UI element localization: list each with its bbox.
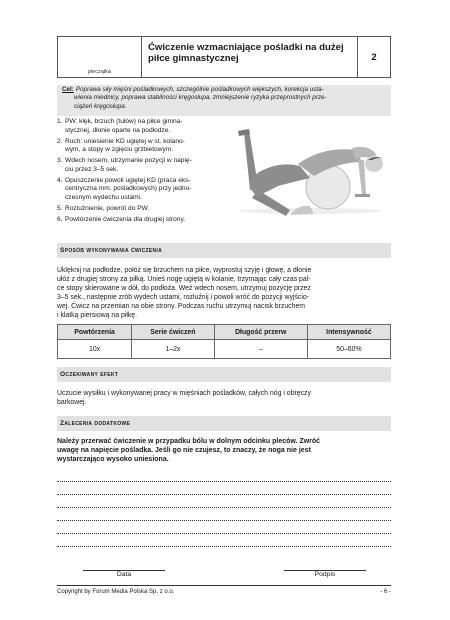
list-item: 4. Opuszczenie powoli ugiętej KD (praca eks- centryczna mm. pośladkowych) przy jedno- czesnym wydechu ustami. (57, 176, 192, 201)
list-item: 1. PW: klęk, brzuch (tułów) na piłce gimna- stycznej, dłonie oparte na podłodze. (57, 118, 183, 134)
cell-series: 1–2x (132, 340, 214, 359)
goal-box (57, 85, 391, 116)
list-item: 5. Rozluźnienie, powrót do PW. (57, 204, 150, 212)
exercise-number: 2 (371, 51, 377, 63)
date-label: Data (116, 571, 132, 578)
notes-line[interactable] (57, 481, 391, 482)
sign-label: Podpis (314, 571, 336, 578)
warning-paragraph: Należy przerwać ćwiczenie w przypadku bólu w dolnym odcinku pleców. Zwróć uwagę na napięcie pośladka. Jeśli go nie czujesz, to znaczy, że noga nie jest wystarczająco wysoko uniesiona. (57, 438, 321, 464)
list-item: 6. Powtórzenie ćwiczenia dla drugiej strony. (57, 215, 186, 223)
col-header-series: Serie ćwiczeń (132, 325, 214, 340)
notes-line[interactable] (57, 494, 391, 495)
goal-line-1: Poprawa siły mięśni pośladkowych, szczególnie pośladkowych większych, korekcja usta- (75, 86, 324, 93)
table-header-row (58, 325, 391, 340)
steps-list (57, 118, 225, 227)
section-recommendations-header: Zalecenia dodatkowe (57, 416, 391, 431)
table-row (58, 340, 391, 359)
parameters-table (57, 324, 391, 359)
footer-divider (57, 585, 391, 586)
header-box (57, 36, 391, 78)
notes-line[interactable] (57, 507, 391, 508)
effect-paragraph: Uczucie wysiłku i wykonywanej pracy w mięśniach pośladków, całych nóg i obręczy barkowej. (57, 390, 311, 406)
title-line-2: piłce gimnastycznej (148, 53, 239, 64)
section-method-header: Sposób wykonywania ćwiczenia (57, 243, 391, 258)
cell-breaks: – (214, 340, 307, 359)
goal-line-2: wienia miednicy, poprawa stabilności kręgosłupa, zmniejszenie ryzyka przeprostnych prze- (74, 94, 327, 102)
col-header-intensity: Intensywność (307, 325, 390, 340)
notes-line[interactable] (57, 520, 391, 521)
goal-line-3: ciążeń kręgosłupa. (74, 102, 127, 110)
cell-intensity: 50–60% (307, 340, 390, 359)
copyright-text: Copyright by Forum Media Polska Sp. z o.o. (57, 589, 175, 595)
exercise-illustration (228, 120, 393, 220)
col-header-breaks: Długość przerw (214, 325, 307, 340)
col-header-repetitions: Powtórzenia (58, 325, 132, 340)
notes-line[interactable] (57, 533, 391, 534)
list-item: 2. Ruch: uniesienie KD ugiętej w st. kolano- wym, a stopy w zgięciu grzbietowym. (57, 137, 185, 154)
notes-line[interactable] (57, 546, 391, 547)
stamp-label: pieczątka (87, 69, 112, 75)
title-line-1: Ćwiczenie wzmacniające pośladki na dużej (148, 42, 344, 53)
list-item: 3. Wdech nosem, utrzymanie pozycji w napię- ciu przez 3–5 sek. (57, 157, 192, 173)
page-number: - 6 - (380, 589, 391, 595)
exercise-title (142, 37, 358, 77)
method-paragraph: Uklęknij na podłodze, połóż się brzuchem na piłce, wyprostuj szyję i głowę, a dłonie ułóż z drugiej strony za piłką. Unieś nogę ugiętą w kolanie, trzymając cały czas pal- ce stopy skierowane w dół, do podłoża. Weź wdech nosem, utrzymuj pozycję przez 3–5 sek., następnie zrób wydech ustami, rozluźnij i powoli wróć do pozycji wyjścio- wej. Ćwicz na przemian na obie strony. Podczas ruchu utrzymuj nacisk brzuchem i klatką piersiową na piłkę. (57, 267, 312, 319)
section-effect-header: Oczekiwany efekt (57, 367, 391, 382)
goal-label: Cel: (62, 86, 74, 93)
cell-repetitions: 10x (58, 340, 132, 359)
stamp-cell (58, 37, 142, 77)
